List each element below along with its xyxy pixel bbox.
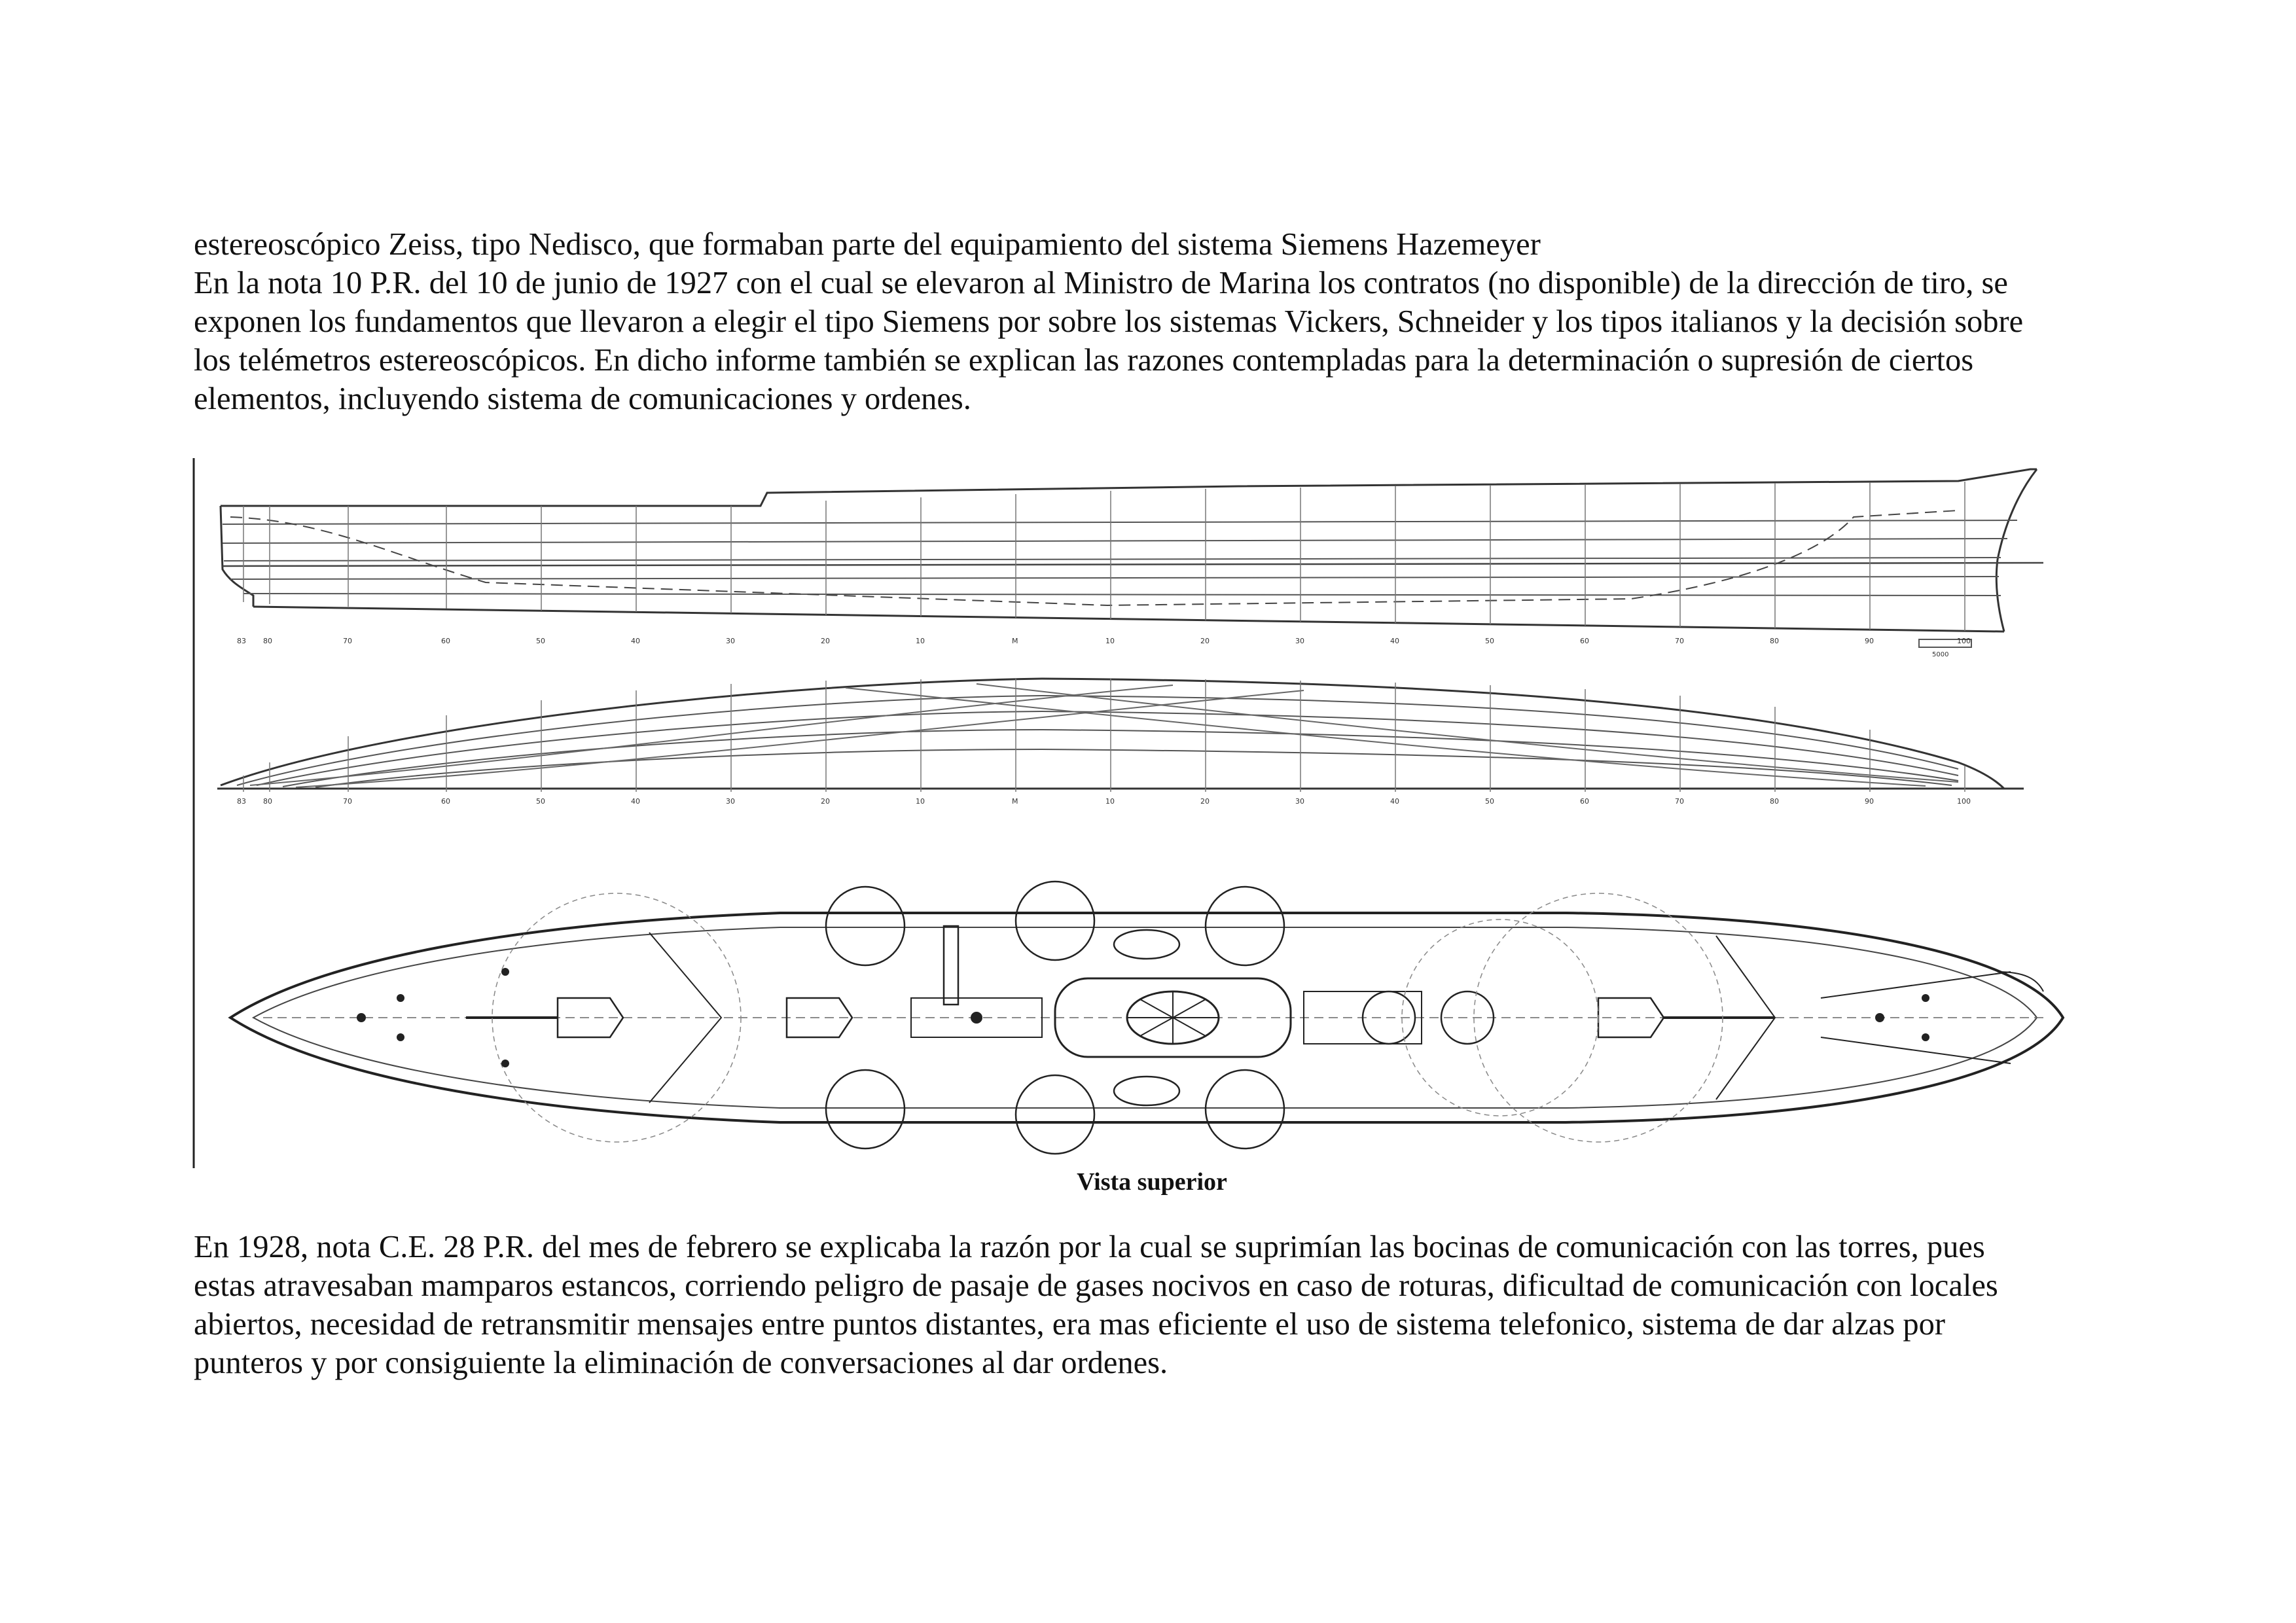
station-label: 20 [821, 797, 830, 806]
station-label: 40 [1390, 797, 1399, 806]
station-label: 80 [263, 797, 272, 806]
station-label: 30 [726, 637, 735, 645]
station-label: 10 [1105, 797, 1115, 806]
station-label: 30 [726, 797, 735, 806]
station-label: 100 [1957, 637, 1971, 645]
station-label: 90 [1865, 797, 1874, 806]
station-label: 20 [1200, 797, 1210, 806]
text-line: elementos, incluyendo sistema de comunicaciones y ordenes. [194, 382, 971, 416]
station-label: 83 [237, 797, 246, 806]
top-view-deck-plan [230, 882, 2063, 1154]
station-label: 10 [916, 797, 925, 806]
station-label: 20 [1200, 637, 1210, 645]
paragraph-communications [194, 1228, 2111, 1382]
station-label: 50 [1485, 637, 1494, 645]
station-label: 70 [1675, 637, 1684, 645]
station-label: 80 [1770, 797, 1779, 806]
station-label: 70 [343, 637, 352, 645]
text-line: exponen los fundamentos que llevaron a elegir el tipo Siemens por sobre los sistemas Vickers, Schneider y los tipos italianos y la decisión sobre [194, 304, 2024, 339]
station-label: M [1012, 797, 1018, 806]
station-label: 83 [237, 637, 246, 645]
station-label: 40 [1390, 637, 1399, 645]
text-line: abiertos, necesidad de retransmitir mensajes entre puntos distantes, era mas eficiente el uso de sistema telefonico, sistema de dar alzas por [194, 1307, 1945, 1342]
station-label: 30 [1295, 637, 1304, 645]
station-label: 40 [631, 637, 640, 645]
station-label: 60 [1580, 797, 1589, 806]
ship-lines-drawing [191, 455, 2089, 1175]
station-label: 10 [1105, 637, 1115, 645]
station-label: 40 [631, 797, 640, 806]
paragraph-intro [194, 225, 2111, 418]
station-label: 90 [1865, 637, 1874, 645]
station-label: 60 [1580, 637, 1589, 645]
scale-label: 5000 [1932, 651, 1949, 658]
text-line: estas atravesaban mamparos estancos, corriendo peligro de pasaje de gases nocivos en caso de roturas, dificultad de comunicación con locales [194, 1268, 1998, 1303]
station-label: 60 [441, 637, 450, 645]
plan-station-labels [237, 797, 1971, 806]
station-label: 60 [441, 797, 450, 806]
station-label: 70 [343, 797, 352, 806]
station-label: 50 [536, 797, 545, 806]
text-line: los telémetros estereoscópicos. En dicho informe también se explican las razones contempladas para la determinación o supresión de ciertos [194, 343, 1974, 378]
text-line: estereoscópico Zeiss, tipo Nedisco, que formaban parte del equipamiento del sistema Siemens Hazemeyer [194, 227, 1541, 262]
figure-caption: Vista superior [1077, 1168, 1227, 1196]
side-profile-view [221, 469, 2043, 647]
station-label: 50 [1485, 797, 1494, 806]
station-label: 50 [536, 637, 545, 645]
profile-station-labels [237, 637, 1971, 658]
station-label: 20 [821, 637, 830, 645]
station-label: 80 [263, 637, 272, 645]
station-label: 70 [1675, 797, 1684, 806]
station-label: 80 [1770, 637, 1779, 645]
text-line: En 1928, nota C.E. 28 P.R. del mes de febrero se explicaba la razón por la cual se suprimían las bocinas de comunicación con las torres, pues [194, 1230, 1985, 1264]
text-line: punteros y por consiguiente la eliminación de conversaciones al dar ordenes. [194, 1346, 1168, 1380]
station-label: M [1012, 637, 1018, 645]
station-label: 100 [1957, 797, 1971, 806]
station-label: 30 [1295, 797, 1304, 806]
half-breadth-view [217, 679, 2024, 792]
station-label: 10 [916, 637, 925, 645]
text-line: En la nota 10 P.R. del 10 de junio de 1927 con el cual se elevaron al Ministro de Marina los contratos (no disponible) de la dirección de tiro, se [194, 266, 2008, 300]
